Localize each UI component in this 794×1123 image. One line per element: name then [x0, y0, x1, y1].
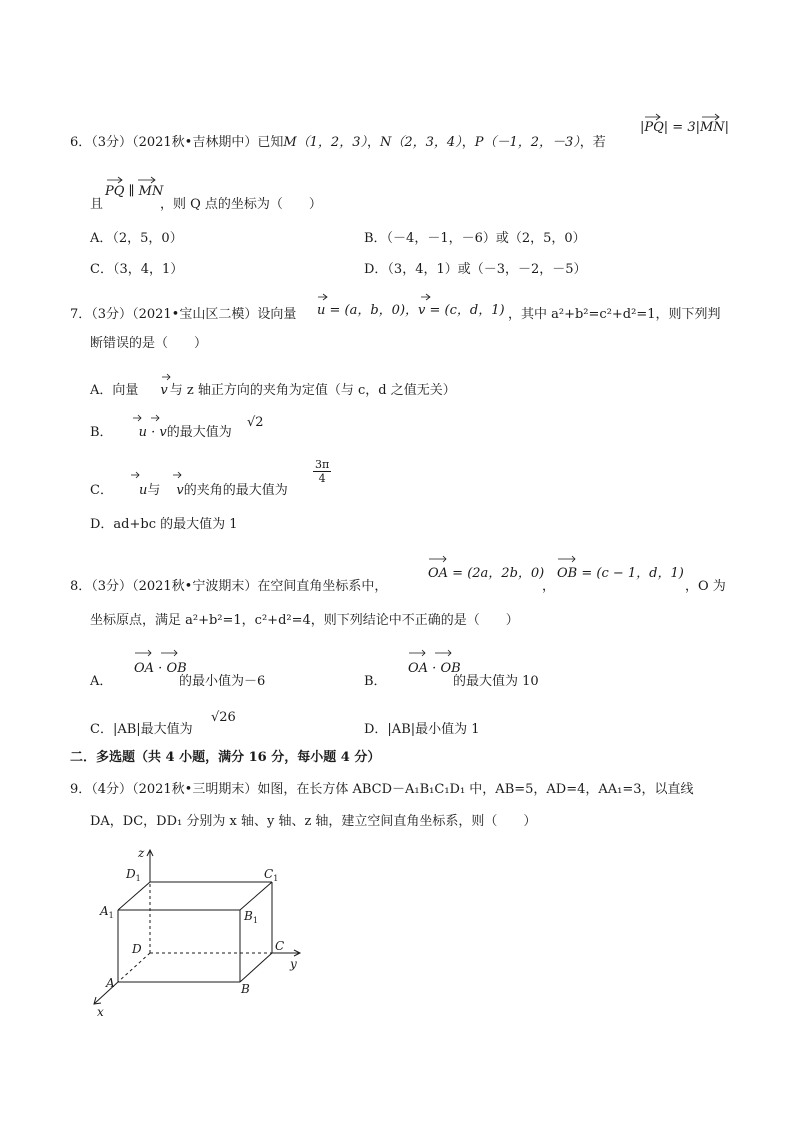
q6-arrows-parallel: [0, 174, 794, 194]
q8-arrows-oaob: [0, 554, 794, 570]
q6-cond-magnitude: |PQ| = 3|MN|: [640, 120, 730, 135]
q8-option-c: C．|AB|最大值为: [90, 722, 193, 737]
q6-score: （3分）: [91, 135, 133, 150]
q8-line1: [70, 579, 387, 595]
q8-option-d: D．|AB|最小值为 1: [364, 722, 480, 737]
label-d: D: [132, 942, 142, 956]
label-b: B: [241, 982, 250, 996]
q9-score: （4分）: [91, 782, 133, 797]
q8-opt-b-arrows: [0, 648, 794, 664]
section2-heading: 二．多选题（共 4 小题，满分 16 分，每小题 4 分）: [70, 750, 381, 765]
q9-line1: [70, 782, 694, 798]
q6-option-a: A．（2，5，0）: [90, 231, 183, 246]
q9-box-figure: [80, 840, 320, 1020]
q6-n-point: N（2，3，4）: [379, 135, 462, 150]
q8-stem-b: ，O 为: [685, 579, 726, 594]
q8-option-a: A．: [90, 674, 113, 689]
q6-m-point: M（1，2，3）: [283, 135, 367, 150]
q7-source: （2021•宝山区二模）: [132, 307, 258, 322]
arrow-mn: [702, 114, 719, 120]
label-z: z: [138, 846, 145, 860]
q8-option-b-expr: OA · OB: [408, 661, 461, 676]
q7-score: （3分）: [91, 307, 133, 322]
q7-option-b-value: √2: [247, 415, 264, 430]
label-y: y: [290, 957, 297, 971]
q8-oa-def: OA = (2a，2b，0): [428, 566, 545, 581]
q6-line1: 6．（3分）（2021秋•吉林期中）已知M（1，2，3），N（2，3，4），P（－1，2，－3），若: [70, 135, 606, 150]
q8-option-b: B．: [364, 674, 387, 689]
q7-option-b: B． u · v的最大值为: [90, 425, 232, 440]
q9-stem-b: DA，DC，DD₁ 分别为 x 轴、y 轴、z 轴，建立空间直角坐标系，则（ ）: [90, 814, 537, 829]
edge-a1-d1: [118, 882, 150, 910]
q7-option-d: D．ad+bc 的最大值为 1: [90, 517, 238, 532]
q6-option-d: D．（3，4，1）或（－3，－2，－5）: [364, 262, 587, 277]
q8-stem-a: 在空间直角坐标系中，: [257, 579, 388, 594]
q7-option-c-fraction: $\frac{3\pi}{4}$: [315, 458, 330, 485]
label-c: C: [275, 939, 285, 953]
q8-stem-c: 坐标原点，满足 a²+b²=1，c²+d²=4，则下列结论中不正确的是（ ）: [90, 613, 519, 628]
edge-b-c: [240, 953, 272, 982]
q7-stem-b: ，其中 a²+b²=c²+d²=1，则下列判: [508, 307, 721, 322]
q9-stem-a: 如图，在长方体 ABCD－A₁B₁C₁D₁ 中，AB=5，AD=4，AA₁=3，以直线: [257, 782, 694, 797]
q6-stem-a: 已知: [257, 135, 284, 150]
q8-ob-def: OB = (c − 1，d，1): [557, 566, 684, 581]
edge-d-a: [118, 953, 150, 982]
q7-stem-a: 设向量: [257, 307, 297, 322]
label-b1: $B_1$: [244, 909, 258, 925]
q6-line2: [90, 197, 103, 213]
q8-option-b-text: 的最大值为 10: [453, 674, 539, 689]
q6-p-point: P（－1，2，－3）: [474, 135, 580, 150]
edge-b1-c1: [240, 882, 272, 910]
q7-opt-c-arrows: [0, 470, 794, 486]
q7-number: 7．: [70, 307, 92, 322]
label-d1: $D_1$: [126, 867, 141, 883]
q7-opt-b-arrows: [0, 413, 794, 429]
label-a: A: [106, 976, 115, 990]
q6-option-b: B．（－4，－1，－6）或（2，5，0）: [364, 231, 586, 246]
q6-number: 6．: [70, 135, 92, 150]
q8-comma: ，: [542, 579, 556, 594]
q6-qie: 且: [90, 197, 104, 212]
q6-source: （2021秋•吉林期中）: [132, 135, 258, 150]
q8-source: （2021秋•宁波期末）: [132, 579, 258, 594]
q7-option-c: C． u与 v的夹角的最大值为: [90, 483, 288, 498]
arrow-pq: [645, 114, 660, 120]
q8-option-c-value: √26: [211, 710, 236, 725]
q6-option-c: C．（3，4，1）: [90, 262, 184, 277]
q8-option-a-text: 的最小值为－6: [179, 674, 266, 689]
label-a1: $A_1$: [100, 904, 114, 920]
q9-source: （2021秋•三明期末）: [132, 782, 258, 797]
q6-cond-parallel: PQ ∥ MN: [105, 184, 164, 199]
q6-stem-b: ，则 Q 点的坐标为（ ）: [160, 197, 322, 212]
q7-option-a: A．向量 v 与 z 轴正方向的夹角为定值（与 c，d 之值无关）: [90, 383, 456, 398]
q9-number: 9．: [70, 782, 92, 797]
q8-score: （3分）: [91, 579, 133, 594]
label-x: x: [97, 1005, 104, 1019]
q7-u-def: u = (a，b，0)，v = (c，d，1): [317, 303, 505, 318]
q8-number: 8．: [70, 579, 92, 594]
label-c1: $C_1$: [264, 867, 279, 883]
q7-opt-a-arrow: [0, 372, 794, 388]
q6-ruo: ，若: [579, 135, 606, 150]
q7-stem-c: 断错误的是（ ）: [90, 336, 208, 351]
q8-option-a-expr: OA · OB: [134, 661, 187, 676]
q6-arrows-magnitude: [0, 111, 794, 131]
